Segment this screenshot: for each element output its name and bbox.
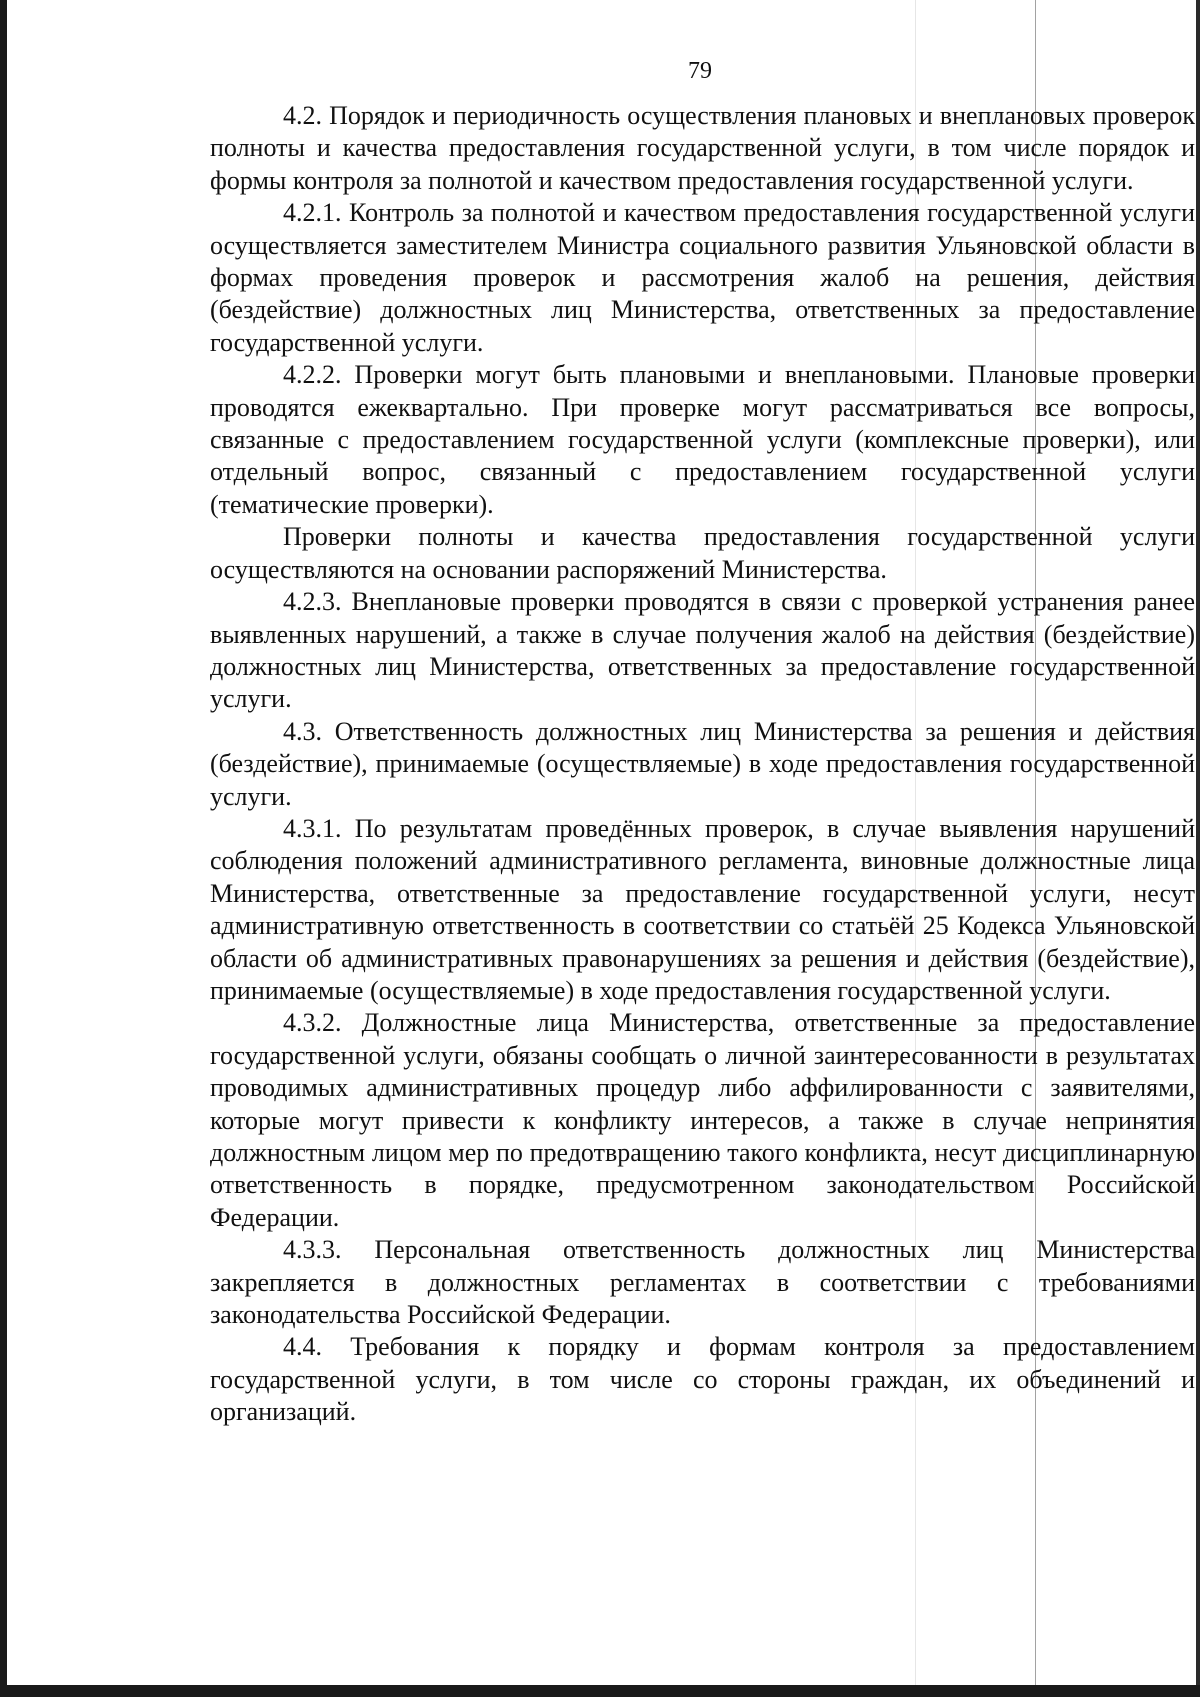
paragraph-inspections-basis: Проверки полноты и качества предоставления государственной услуги осуществляются на основании распоряжений Министерства. [210,522,1195,584]
page-number: 79 [688,58,712,84]
paragraph-4-3: 4.3. Ответственность должностных лиц Министерства за решения и действия (бездействие), принимаемые (осуществляемые) в ходе предоставления государственной услуги. [210,716,1195,811]
paragraph-4-4: 4.4. Требования к порядку и формам контроля за предоставлением государственной услуги, в том числе со стороны граждан, их объединений и организаций. [210,1332,1195,1427]
paragraph-4-2-3: 4.2.3. Внеплановые проверки проводятся в связи с проверкой устранения ранее выявленных нарушений, а также в случае получения жалоб на действия (бездействие) должностных лиц Министерства, ответственных за предоставление государственной услуги. [210,587,1195,714]
paragraph-4-2-1: 4.2.1. Контроль за полнотой и качеством предоставления государственной услуги осуществляется заместителем Министра социального развития Ульяновской области в формах проведения проверок и рассмотрения жалоб на решения, действия (бездействие) должностных лиц Министерства, ответственных за предоставление государственной услуги. [210,198,1195,357]
document-body [210,100,1195,1429]
paragraph-4-3-1: 4.3.1. По результатам проведённых проверок, в случае выявления нарушений соблюдения положений административного регламента, виновные должностные лица Министерства, ответственные за предоставление государственной услуги, несут административную ответственность в соответствии со статьёй 25 Кодекса Ульяновской области об административных правонарушениях за решения и действия (бездействие), принимаемые (осуществляемые) в ходе предоставления государственной услуги. [210,813,1195,1005]
scan-border-bottom [0,1685,1200,1697]
paragraph-4-2-2: 4.2.2. Проверки могут быть плановыми и внеплановыми. Плановые проверки проводятся ежеквартально. При проверке могут рассматриваться все вопросы, связанные с предоставлением государственной услуги (комплексные проверки), или отдельный вопрос, связанный с предоставлением государственной услуги (тематические проверки). [210,360,1195,519]
scan-border-left [0,0,7,1697]
paragraph-4-2: 4.2. Порядок и периодичность осуществления плановых и внеплановых проверок полноты и качества предоставления государственной услуги, в том числе порядок и формы контроля за полнотой и качеством предоставления государственной услуги. [210,101,1195,195]
scan-border-right [1196,0,1200,1697]
paragraph-4-3-2: 4.3.2. Должностные лица Министерства, ответственные за предоставление государственной услуги, обязаны сообщать о личной заинтересованности в результатах проводимых административных процедур либо аффилированности с заявителями, которые могут привести к конфликту интересов, а также в случае непринятия должностным лицом мер по предотвращению такого конфликта, несут дисциплинарную ответственность в порядке, предусмотренном законодательством Российской Федерации. [210,1008,1195,1232]
paragraph-4-3-3: 4.3.3. Персональная ответственность должностных лиц Министерства закрепляется в должностных регламентах в соответствии с требованиями законодательства Российской Федерации. [210,1235,1195,1330]
